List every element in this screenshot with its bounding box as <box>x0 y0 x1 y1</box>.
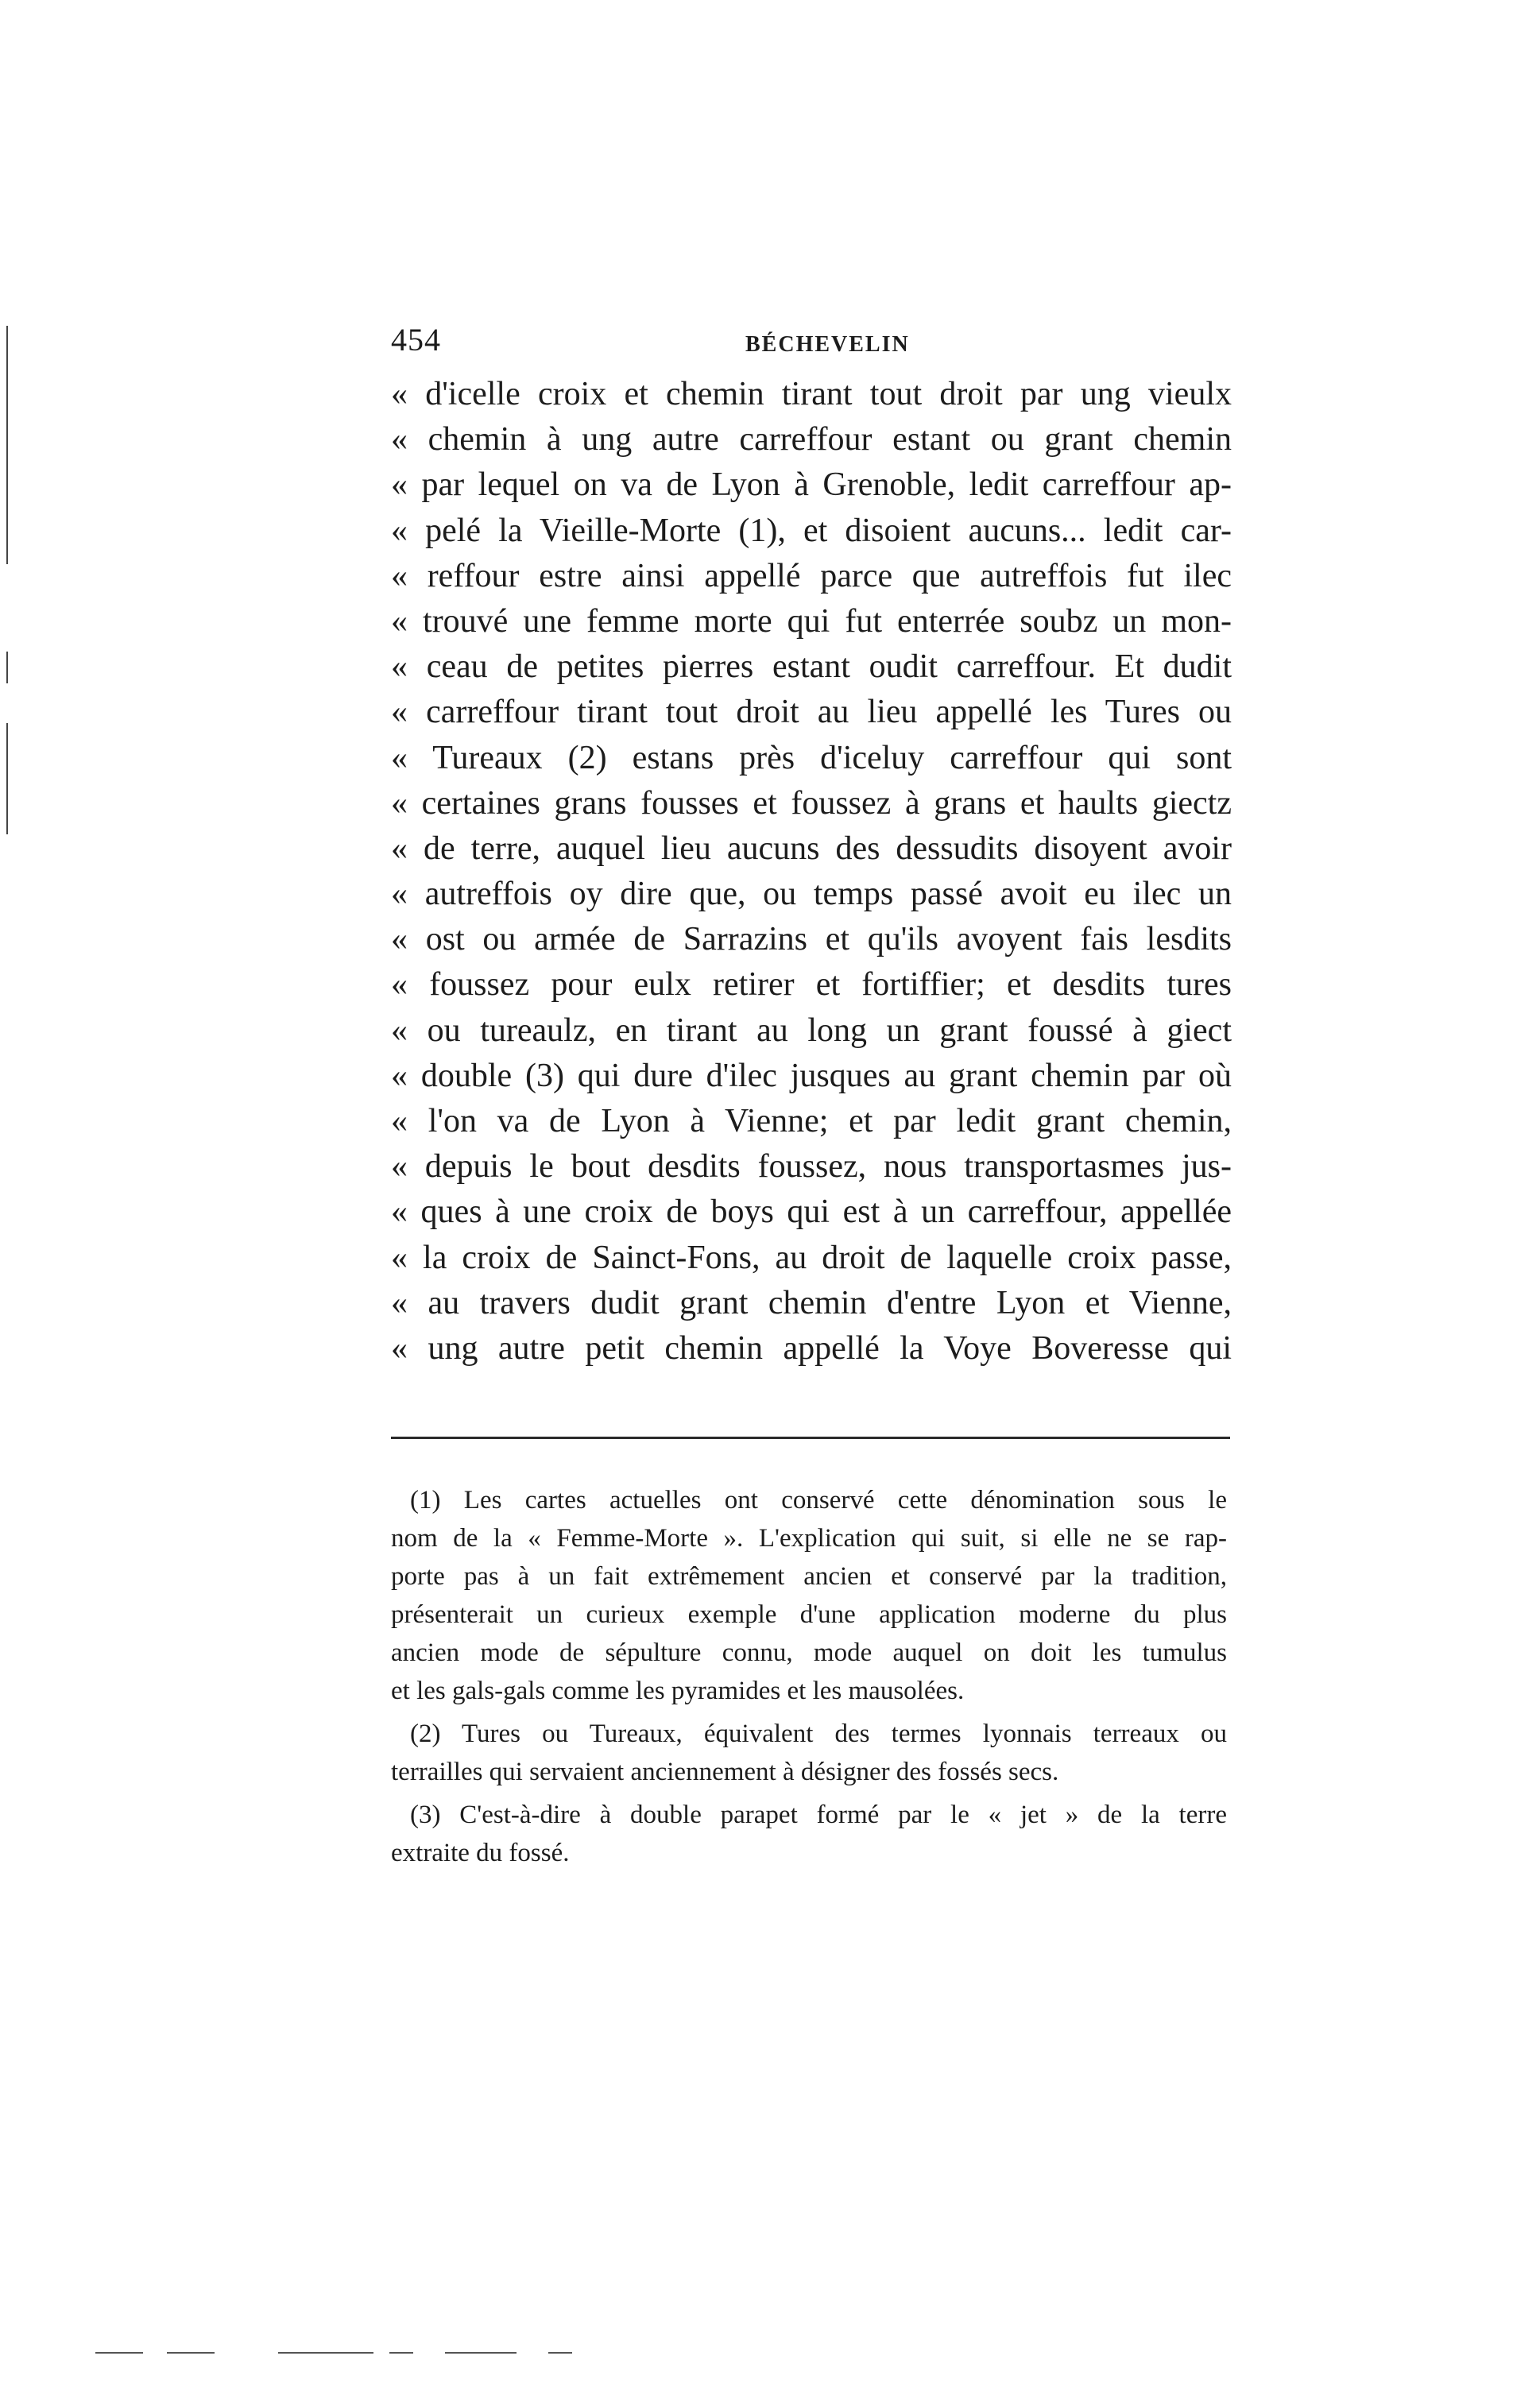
footnote-line: porte pas à un fait extrêmement ancien et conservé par la tradition, <box>391 1562 1227 1591</box>
text-line: « reffour estre ainsi appellé parce que autreffois fut ilec <box>391 557 1232 594</box>
text-line: « trouvé une femme morte qui fut enterrée soubz un mon- <box>391 602 1232 640</box>
text-line: « ceau de petites pierres estant oudit carreffour. Et dudit <box>391 648 1232 686</box>
text-line: « ung autre petit chemin appellé la Voye Boveresse qui <box>391 1329 1232 1367</box>
footnote-3 <box>391 1796 1227 1872</box>
text-line: « l'on va de Lyon à Vienne; et par ledit grant chemin, <box>391 1103 1232 1139</box>
bottom-scan-dash <box>445 2352 517 2354</box>
bottom-scan-dash <box>167 2352 215 2354</box>
text-line: « par lequel on va de Lyon à Grenoble, ledit carreffour ap- <box>391 466 1232 504</box>
text-line: « ost ou armée de Sarrazins et qu'ils avoyent fais lesdits <box>391 921 1232 958</box>
footnote-line: (2) Tures ou Tureaux, équivalent des termes lyonnais terreaux ou <box>410 1720 1227 1748</box>
text-line: « ou tureaulz, en tirant au long un grant foussé à giect <box>391 1012 1232 1049</box>
text-line: « depuis le bout desdits foussez, nous transportasmes jus- <box>391 1148 1232 1186</box>
footnotes <box>391 1481 1227 1872</box>
text-line: « pelé la Vieille-Morte (1), et disoient aucuns... ledit car- <box>391 512 1232 549</box>
left-margin-scan-line <box>6 723 8 834</box>
footnote-1 <box>391 1481 1227 1710</box>
text-line: « double (3) qui dure d'ilec jusques au grant chemin par où <box>391 1057 1232 1094</box>
text-line: « carreffour tirant tout droit au lieu appellé les Tures ou <box>391 694 1232 731</box>
page-number: 454 <box>391 322 441 358</box>
left-margin-scan-line <box>6 326 8 564</box>
footnote-line: nom de la « Femme-Morte ». L'explication qui suit, si elle ne se rap- <box>391 1524 1227 1553</box>
footnote-line: extraite du fossé. <box>391 1839 570 1867</box>
text-line: « foussez pour eulx retirer et fortiffier; et desdits tures <box>391 966 1232 1004</box>
footnote-line: et les gals-gals comme les pyramides et les mausolées. <box>391 1677 965 1705</box>
text-line: « certaines grans fousses et foussez à grans et haults giectz <box>391 784 1232 822</box>
footnote-line: terrailles qui servaient anciennement à désigner des fossés secs. <box>391 1758 1059 1786</box>
text-line: « Tureaux (2) estans près d'iceluy carreffour qui sont <box>391 739 1232 776</box>
bottom-scan-dash <box>95 2352 143 2354</box>
footnote-line: présenterait un curieux exemple d'une application moderne du plus <box>391 1600 1227 1629</box>
text-line: « la croix de Sainct-Fons, au droit de laquelle croix passe, <box>391 1239 1232 1276</box>
text-line: « d'icelle croix et chemin tirant tout droit par ung vieulx <box>391 376 1232 412</box>
text-line: « de terre, auquel lieu aucuns des dessudits disoyent avoir <box>391 830 1232 867</box>
footnote-line: ancien mode de sépulture connu, mode auquel on doit les tumulus <box>391 1638 1227 1667</box>
page-header <box>391 321 1225 369</box>
bottom-scan-dash <box>548 2352 572 2354</box>
footnote-separator <box>391 1437 1230 1439</box>
bottom-scan-dash <box>278 2352 373 2354</box>
text-line: « au travers dudit grant chemin d'entre Lyon et Vienne, <box>391 1284 1232 1321</box>
footnote-line: (1) Les cartes actuelles ont conservé cette dénomination sous le <box>410 1486 1227 1515</box>
bottom-scan-dash <box>389 2352 413 2354</box>
footnote-line: (3) C'est-à-dire à double parapet formé par le « jet » de la terre <box>410 1801 1227 1829</box>
footnote-2 <box>391 1715 1227 1791</box>
main-text <box>391 372 1232 1371</box>
left-margin-scan-line <box>6 652 8 683</box>
text-line: « autreffois oy dire que, ou temps passé avoit eu ilec un <box>391 876 1232 913</box>
text-line: « ques à une croix de boys qui est à un carreffour, appellée <box>391 1193 1232 1231</box>
text-line: « chemin à ung autre carreffour estant ou grant chemin <box>391 421 1232 458</box>
running-head: BÉCHEVELIN <box>745 332 910 357</box>
